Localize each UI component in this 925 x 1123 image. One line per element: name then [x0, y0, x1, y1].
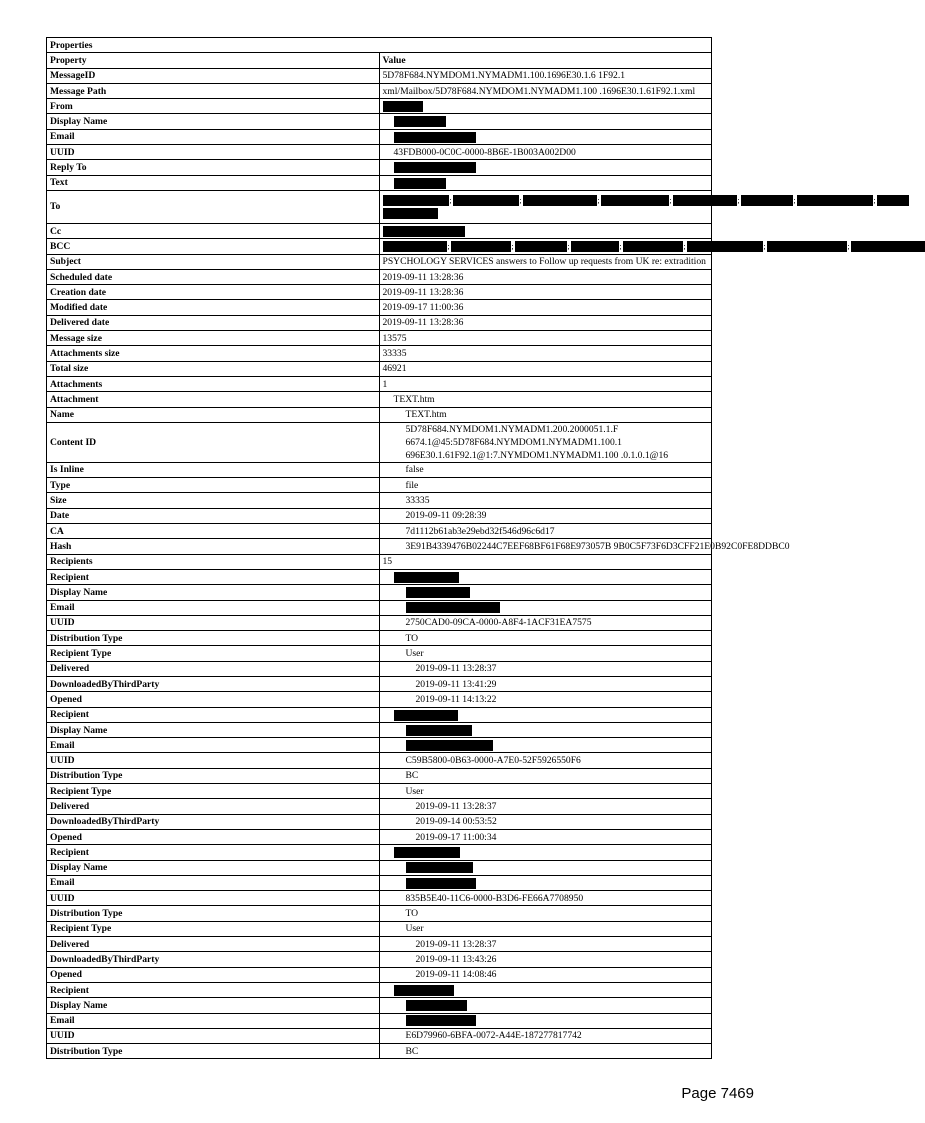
property-label: Message size	[47, 331, 380, 346]
property-label: UUID	[47, 891, 380, 906]
property-label: Creation date	[47, 285, 380, 300]
property-label: To	[47, 190, 380, 223]
property-value-text: 15	[382, 556, 393, 568]
redacted-value	[379, 738, 712, 753]
property-row	[47, 129, 712, 144]
property-label: Distribution Type	[47, 631, 380, 646]
property-row	[47, 1044, 712, 1059]
property-label: Email	[47, 1013, 380, 1028]
redacted-value: ; ; ; ; ; ; ;	[379, 190, 712, 223]
property-value	[379, 676, 712, 691]
redacted-value	[379, 600, 712, 615]
property-row	[47, 722, 712, 737]
property-label: Delivered	[47, 661, 380, 676]
property-row	[47, 631, 712, 646]
redacted-value	[379, 845, 712, 860]
property-value-text: 2019-09-11 13:28:36	[382, 271, 464, 283]
property-label: Opened	[47, 692, 380, 707]
property-row	[47, 524, 712, 539]
property-value-text: E6D79960-6BFA-0072-A44E-187277817742	[405, 1030, 582, 1042]
property-label: Total size	[47, 361, 380, 376]
property-value-text: 2019-09-11 09:28:39	[405, 510, 487, 522]
property-value-text: 13575	[382, 332, 407, 344]
property-value-text: 33335	[405, 495, 430, 507]
table-title-row	[47, 38, 712, 53]
property-row	[47, 175, 712, 190]
property-value-text: BC	[405, 1045, 419, 1057]
property-value-text: 2019-09-11 13:28:37	[415, 938, 497, 950]
property-label: Delivered date	[47, 315, 380, 330]
header-value: Value	[379, 53, 712, 68]
property-value	[379, 921, 712, 936]
property-label: DownloadedByThirdParty	[47, 676, 380, 691]
property-label: BCC	[47, 239, 380, 254]
property-value-text: 2019-09-11 14:13:22	[415, 693, 497, 705]
property-label: Recipient Type	[47, 921, 380, 936]
property-value	[379, 784, 712, 799]
property-row	[47, 814, 712, 829]
property-value-text: 2019-09-17 11:00:36	[382, 302, 464, 314]
property-label: MessageID	[47, 68, 380, 83]
property-row	[47, 300, 712, 315]
property-value	[379, 967, 712, 982]
property-value-text: false	[405, 464, 424, 476]
property-row	[47, 493, 712, 508]
property-row	[47, 875, 712, 890]
property-label: Opened	[47, 829, 380, 844]
property-label: Display Name	[47, 998, 380, 1013]
redacted-value	[379, 585, 712, 600]
property-value-text: TO	[405, 632, 419, 644]
property-row	[47, 315, 712, 330]
property-value	[379, 952, 712, 967]
property-label: Recipient	[47, 707, 380, 722]
property-label: Recipient	[47, 982, 380, 997]
property-label: Display Name	[47, 585, 380, 600]
property-value-text: file	[405, 479, 419, 491]
property-value-text: 1	[382, 378, 388, 390]
redacted-value	[379, 160, 712, 175]
property-value-text: 5D78F684.NYMDOM1.NYMADM1.200.2000051.1.F 6674.1@45:5D78F684.NYMDOM1.NYMADM1.100.1 696E30.1.61F92.1@1:7.NYMDOM1.NYMADM1.100 .0.1.0.1@16	[405, 423, 669, 461]
property-label: From	[47, 99, 380, 114]
property-label: Distribution Type	[47, 906, 380, 921]
property-row	[47, 829, 712, 844]
property-row	[47, 539, 712, 554]
redacted-value: ; ; ; ; ; ; ;	[379, 239, 712, 254]
property-value-text: BC	[405, 770, 419, 782]
properties-table	[46, 37, 876, 1059]
property-row	[47, 331, 712, 346]
property-value	[379, 315, 712, 330]
property-label: Recipient Type	[47, 784, 380, 799]
property-value-text: User	[405, 648, 424, 660]
property-row	[47, 692, 712, 707]
property-value-text: 46921	[382, 363, 407, 375]
property-value	[379, 422, 712, 462]
property-value	[379, 361, 712, 376]
property-label: Distribution Type	[47, 1044, 380, 1059]
property-label: Hash	[47, 539, 380, 554]
property-value-text: TEXT.htm	[405, 409, 447, 421]
redacted-value	[379, 1013, 712, 1028]
property-row	[47, 508, 712, 523]
property-row	[47, 554, 712, 569]
property-value-text: User	[405, 923, 424, 935]
property-value-text: 33335	[382, 347, 407, 359]
property-value	[379, 631, 712, 646]
property-value	[379, 493, 712, 508]
property-label: Email	[47, 738, 380, 753]
property-value	[379, 269, 712, 284]
property-value	[379, 376, 712, 391]
property-row	[47, 982, 712, 997]
property-label: Date	[47, 508, 380, 523]
property-row	[47, 600, 712, 615]
property-label: Subject	[47, 254, 380, 269]
property-value-text: C59B5800-0B63-0000-A7E0-52F5926550F6	[405, 755, 581, 767]
property-label: Scheduled date	[47, 269, 380, 284]
property-row	[47, 615, 712, 630]
property-row	[47, 422, 712, 462]
property-value-text: PSYCHOLOGY SERVICES answers to Follow up requests from UK re: extradition	[382, 256, 706, 268]
property-label: Distribution Type	[47, 768, 380, 783]
property-label: Content ID	[47, 422, 380, 462]
property-label: Is Inline	[47, 462, 380, 477]
property-value-text: xml/Mailbox/5D78F684.NYMDOM1.NYMADM1.100 .1696E30.1.61F92.1.xml	[382, 85, 696, 97]
redacted-value	[379, 114, 712, 129]
property-value	[379, 829, 712, 844]
property-row	[47, 285, 712, 300]
property-value-text: 2019-09-11 13:28:36	[382, 286, 464, 298]
property-row	[47, 646, 712, 661]
property-value	[379, 906, 712, 921]
property-row	[47, 462, 712, 477]
property-row	[47, 569, 712, 584]
property-value-text: 2750CAD0-09CA-0000-A8F4-1ACF31EA7575	[405, 617, 592, 629]
property-label: Delivered	[47, 799, 380, 814]
property-row	[47, 937, 712, 952]
property-row	[47, 269, 712, 284]
property-label: Email	[47, 600, 380, 615]
property-label: Email	[47, 129, 380, 144]
property-value	[379, 407, 712, 422]
property-value	[379, 937, 712, 952]
property-value	[379, 692, 712, 707]
property-row	[47, 661, 712, 676]
redacted-value	[379, 722, 712, 737]
property-value-text: 2019-09-11 13:28:37	[415, 801, 497, 812]
table-title: Properties	[47, 38, 712, 53]
property-value	[379, 554, 712, 569]
header-property: Property	[47, 53, 380, 68]
property-label: Email	[47, 875, 380, 890]
property-label: Modified date	[47, 300, 380, 315]
property-row	[47, 376, 712, 391]
property-value	[379, 768, 712, 783]
property-value	[379, 753, 712, 768]
redacted-value	[379, 998, 712, 1013]
property-value	[379, 285, 712, 300]
property-value-text: 2019-09-17 11:00:34	[415, 831, 497, 843]
property-label: DownloadedByThirdParty	[47, 952, 380, 967]
property-value	[379, 300, 712, 315]
property-value-text: 2019-09-14 00:53:52	[415, 816, 497, 828]
property-row	[47, 392, 712, 407]
property-value	[379, 539, 790, 554]
property-row	[47, 361, 712, 376]
property-label: Display Name	[47, 722, 380, 737]
property-value	[379, 661, 712, 676]
page-number: Page 7469	[681, 1085, 754, 1102]
property-value-text: 43FDB000-0C0C-0000-8B6E-1B003A002D00	[393, 146, 576, 158]
redacted-value	[379, 875, 712, 890]
property-row	[47, 891, 712, 906]
property-row	[47, 738, 712, 753]
property-value	[379, 646, 712, 661]
property-label: Cc	[47, 223, 380, 238]
property-row	[47, 585, 712, 600]
property-label: CA	[47, 524, 380, 539]
property-value	[379, 254, 712, 269]
property-label: Display Name	[47, 860, 380, 875]
property-value-text: TO	[405, 908, 419, 920]
property-value	[379, 462, 712, 477]
redacted-value	[379, 175, 712, 190]
property-row	[47, 799, 712, 814]
property-row	[47, 906, 712, 921]
property-value-text: 2019-09-11 13:28:36	[382, 317, 464, 329]
property-row	[47, 407, 712, 422]
property-row	[47, 753, 712, 768]
redacted-value	[379, 569, 712, 584]
property-label: UUID	[47, 1028, 380, 1043]
property-value	[379, 799, 712, 814]
property-value	[379, 814, 712, 829]
property-row	[47, 921, 712, 936]
property-value-text: TEXT.htm	[393, 393, 435, 405]
property-value	[379, 83, 712, 98]
property-value-text: User	[405, 785, 424, 797]
property-value	[379, 891, 712, 906]
property-value	[379, 392, 712, 407]
property-label: UUID	[47, 145, 380, 160]
property-value-text: 5D78F684.NYMDOM1.NYMADM1.100.1696E30.1.6 1F92.1	[382, 70, 626, 82]
property-row	[47, 860, 712, 875]
property-label: Reply To	[47, 160, 380, 175]
property-label: Display Name	[47, 114, 380, 129]
table-header-row	[47, 53, 712, 68]
property-value-text: 7d1112b61ab3e29ebd32f546d96c6d17	[405, 525, 555, 537]
property-value	[379, 478, 712, 493]
property-value-text: 2019-09-11 13:28:37	[415, 663, 497, 675]
property-label: UUID	[47, 615, 380, 630]
property-label: Text	[47, 175, 380, 190]
redacted-value	[379, 223, 712, 238]
property-row	[47, 190, 712, 223]
property-value	[379, 508, 712, 523]
property-value	[379, 1028, 712, 1043]
property-label: Recipient Type	[47, 646, 380, 661]
property-row	[47, 83, 712, 98]
property-row	[47, 478, 712, 493]
property-label: Attachments	[47, 376, 380, 391]
property-value	[379, 1044, 712, 1059]
property-row	[47, 254, 712, 269]
property-row	[47, 998, 712, 1013]
redacted-value	[379, 982, 712, 997]
property-row	[47, 114, 712, 129]
property-label: Attachment	[47, 392, 380, 407]
property-row	[47, 346, 712, 361]
property-value	[379, 68, 712, 83]
property-value	[379, 346, 712, 361]
property-row	[47, 707, 712, 722]
property-label: Attachments size	[47, 346, 380, 361]
property-value	[379, 331, 712, 346]
property-row	[47, 952, 712, 967]
property-row	[47, 967, 712, 982]
property-label: Opened	[47, 967, 380, 982]
property-label: Type	[47, 478, 380, 493]
property-label: Size	[47, 493, 380, 508]
property-value	[379, 615, 712, 630]
property-label: Delivered	[47, 937, 380, 952]
redacted-value	[379, 129, 712, 144]
property-value-text: 3E91B4339476B02244C7EEF68BF61F68E973057B 9B0C5F73F6D3CFF21E0B92C0FE8DDBC0	[405, 540, 790, 552]
property-value	[379, 524, 712, 539]
property-row	[47, 1013, 712, 1028]
property-value	[379, 145, 712, 160]
property-row	[47, 223, 712, 238]
property-label: Recipient	[47, 569, 380, 584]
property-label: DownloadedByThirdParty	[47, 814, 380, 829]
property-row	[47, 676, 712, 691]
property-row	[47, 99, 712, 114]
property-value-text: 2019-09-11 13:41:29	[415, 678, 497, 690]
property-value-text: 2019-09-11 14:08:46	[415, 969, 497, 981]
property-row	[47, 845, 712, 860]
property-label: Message Path	[47, 83, 380, 98]
property-label: Recipients	[47, 554, 380, 569]
property-row	[47, 145, 712, 160]
property-row	[47, 68, 712, 83]
property-value-text: 835B5E40-11C6-0000-B3D6-FE66A7708950	[405, 892, 584, 904]
property-label: Name	[47, 407, 380, 422]
property-value-text: 2019-09-11 13:43:26	[415, 953, 497, 965]
redacted-value	[379, 707, 712, 722]
property-label: UUID	[47, 753, 380, 768]
property-row	[47, 239, 712, 254]
redacted-value	[379, 99, 712, 114]
redacted-value	[379, 860, 712, 875]
property-row	[47, 768, 712, 783]
property-label: Recipient	[47, 845, 380, 860]
property-row	[47, 160, 712, 175]
property-row	[47, 784, 712, 799]
property-row	[47, 1028, 712, 1043]
